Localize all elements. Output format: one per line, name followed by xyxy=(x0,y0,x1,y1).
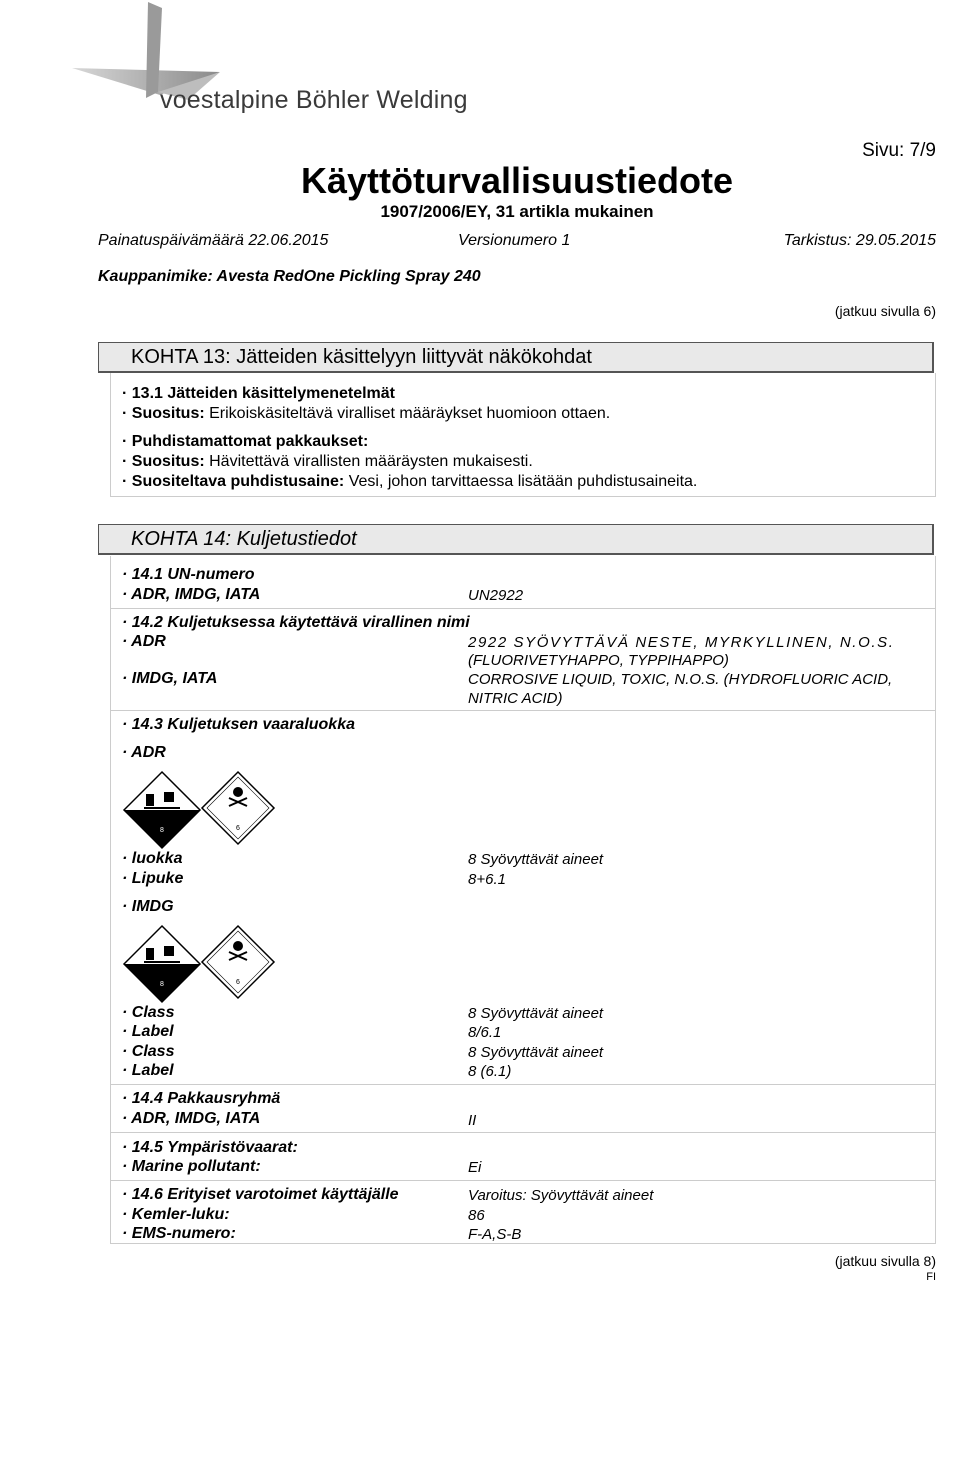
toxic-diamond-icon xyxy=(200,924,276,1000)
adr-label: · ADR xyxy=(122,633,166,650)
shipping-name-heading: · 14.2 Kuljetuksessa käytettävä virallinen nimi xyxy=(122,614,470,631)
environmental-hazards-heading: · 14.5 Ympäristövaarat: xyxy=(122,1139,298,1156)
cleaning-agent xyxy=(122,473,697,491)
toxic-diamond-icon xyxy=(200,770,276,846)
imdg-shipping-name-cont: NITRIC ACID) xyxy=(468,690,563,707)
document-title: Käyttöturvallisuustiedote xyxy=(300,160,734,201)
imdg-label-label: · Label xyxy=(122,1023,174,1040)
value: Erikoiskäsiteltävä viralliset määräykset huomioon ottaen. xyxy=(209,405,611,422)
uncleaned-packaging: · Puhdistamattomat pakkaukset: xyxy=(122,433,369,450)
diamond-number: 8 xyxy=(160,827,164,834)
imdg-label-value: 8/6.1 xyxy=(468,1024,502,1041)
document-subtitle: 1907/2006/EY, 31 artikla mukainen xyxy=(380,202,654,221)
kemler-value: 86 xyxy=(468,1207,485,1224)
adr-label-label: · Lipuke xyxy=(122,870,184,887)
adr-shipping-name: 2922 SYÖVYTTÄVÄ NESTE, MYRKYLLINEN, N.O.S. xyxy=(468,634,895,651)
imdg-class-label: · Class xyxy=(122,1004,175,1021)
imdg-shipping-name: CORROSIVE LIQUID, TOXIC, N.O.S. (HYDROFLUORIC ACID, xyxy=(468,671,893,688)
diamond-number: 6 xyxy=(236,979,240,986)
language-code: FI xyxy=(926,1271,936,1283)
un-number-value: UN2922 xyxy=(468,587,524,604)
version-number: Versionumero 1 xyxy=(458,232,571,249)
print-date: Painatuspäivämäärä 22.06.2015 xyxy=(98,232,329,249)
adr-class-value: 8 Syövyttävät aineet xyxy=(468,851,604,868)
product-name: Kauppanimike: Avesta RedOne Pickling Spray 240 xyxy=(98,268,481,285)
diamond-number: 8 xyxy=(160,981,164,988)
section-14-heading: KOHTA 14: Kuljetustiedot xyxy=(98,524,934,555)
iata-label-label: · Label xyxy=(122,1062,174,1079)
marine-pollutant-label: · Marine pollutant: xyxy=(122,1158,261,1175)
logo-text: voestalpine Böhler Welding xyxy=(160,86,468,114)
value: Hävitettävä virallisten määräysten mukaisesti. xyxy=(209,453,533,470)
label: · Suositeltava puhdistusaine: xyxy=(122,473,349,490)
divider xyxy=(110,1084,936,1085)
iata-class-value: 8 Syövyttävät aineet xyxy=(468,1044,604,1061)
hazard-class-heading: · 14.3 Kuljetuksen vaaraluokka xyxy=(122,716,355,733)
adr-class-label: · luokka xyxy=(122,850,183,867)
revision-date: Tarkistus: 29.05.2015 xyxy=(783,232,936,249)
un-number-heading: · 14.1 UN-numero xyxy=(122,566,255,583)
adr-shipping-name-cont: (FLUORIVETYHAPPO, TYPPIHAPPO) xyxy=(468,652,729,669)
label: · Suositus: xyxy=(122,405,210,422)
continued-from: (jatkuu sivulla 6) xyxy=(834,303,936,319)
divider xyxy=(110,608,936,609)
special-precautions-value: Varoitus: Syövyttävät aineet xyxy=(468,1187,654,1204)
hazard-class-imdg: · IMDG xyxy=(122,898,174,915)
iata-class-label: · Class xyxy=(122,1043,175,1060)
label: · Suositus: xyxy=(122,453,210,470)
diamond-number: 6 xyxy=(236,825,240,832)
waste-methods-heading: · 13.1 Jätteiden käsittelymenetelmät xyxy=(122,385,396,402)
adr-label-value: 8+6.1 xyxy=(468,871,506,888)
un-number-label: · ADR, IMDG, IATA xyxy=(122,586,261,603)
marine-pollutant-value: Ei xyxy=(468,1159,482,1176)
company-logo xyxy=(70,0,490,140)
packing-group-value: II xyxy=(468,1112,477,1129)
imdg-class-value: 8 Syövyttävät aineet xyxy=(468,1005,604,1022)
special-precautions-label: · 14.6 Erityiset varotoimet käyttäjälle xyxy=(122,1186,399,1203)
packing-group-label: · ADR, IMDG, IATA xyxy=(122,1110,261,1127)
continued-on: (jatkuu sivulla 8) xyxy=(834,1253,936,1269)
divider xyxy=(110,1132,936,1133)
kemler-label: · Kemler-luku: xyxy=(122,1206,230,1223)
packaging-recommendation xyxy=(122,453,533,471)
imdg-iata-label: · IMDG, IATA xyxy=(122,670,218,687)
iata-label-value: 8 (6.1) xyxy=(468,1063,512,1080)
divider xyxy=(110,710,936,711)
page-number: Sivu: 7/9 xyxy=(862,140,936,161)
corrosive-diamond-icon xyxy=(122,770,202,850)
section-13-heading: KOHTA 13: Jätteiden käsittelyyn liittyvät näkökohdat xyxy=(98,342,934,373)
divider xyxy=(110,1180,936,1181)
corrosive-diamond-icon xyxy=(122,924,202,1004)
ems-value: F-A,S-B xyxy=(468,1226,522,1243)
packing-group-heading: · 14.4 Pakkausryhmä xyxy=(122,1090,281,1107)
ems-label: · EMS-numero: xyxy=(122,1225,236,1242)
waste-recommendation xyxy=(122,405,610,423)
value: Vesi, johon tarvittaessa lisätään puhdistusaineita. xyxy=(348,473,698,490)
hazard-class-adr: · ADR xyxy=(122,744,166,761)
